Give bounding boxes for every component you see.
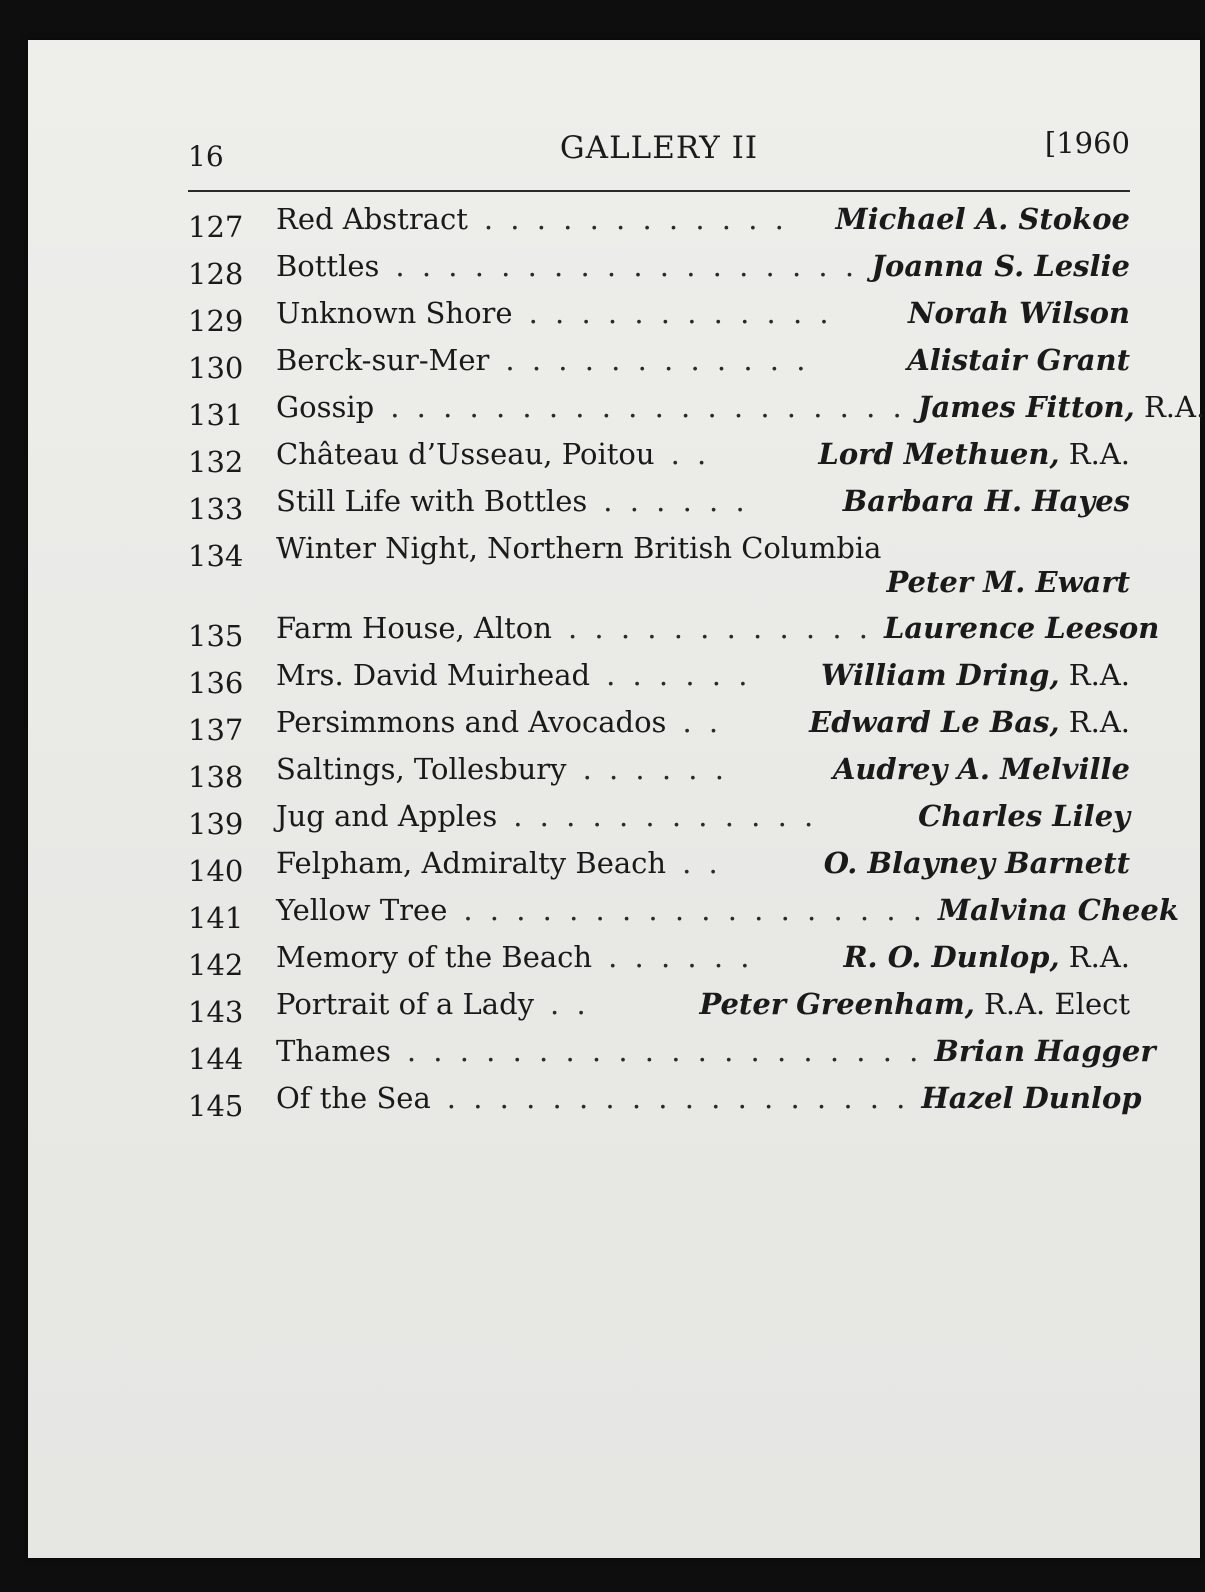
artist-suffix: R.A. (1059, 437, 1130, 471)
entry-artist: James Fitton, R.A. (917, 390, 1205, 424)
list-item (188, 842, 1130, 889)
list-item (188, 386, 1205, 433)
entry-artist: Laurence Leeson (883, 611, 1160, 645)
entry-title: Of the Sea (276, 1081, 431, 1115)
entry-number: 141 (188, 901, 244, 935)
dot-leader: . . . . . . . . . . . . . . . . . . . . (390, 390, 906, 424)
entry-title: Felpham, Admiralty Beach (276, 846, 667, 880)
list-item (188, 795, 1130, 842)
dot-leader: . . . . . . . . . . . . . . . . . . (463, 893, 927, 927)
catalogue-year: [1960 (1044, 126, 1130, 160)
dot-leader: . . . . . . . . . . . . . . . . . . . . (406, 1034, 923, 1068)
dot-leader: . . (550, 987, 590, 1021)
entry-number: 133 (188, 492, 244, 526)
list-item (188, 198, 1130, 245)
dot-leader: . . . . . . . . . . . . (513, 799, 818, 833)
entry-number: 135 (188, 619, 244, 653)
entry-title: Thames (276, 1034, 391, 1068)
entry-title: Unknown Shore (276, 296, 513, 330)
entry-number: 132 (188, 445, 244, 479)
entry-title: Bottles (276, 249, 380, 283)
entry-number: 136 (188, 666, 244, 700)
artist-suffix: R.A. (1059, 658, 1130, 692)
page-title: GALLERY II (559, 130, 759, 166)
entry-artist: Peter M. Ewart (886, 565, 1130, 599)
entry-number: 129 (188, 304, 244, 338)
entry-title: Saltings, Tollesbury (276, 752, 567, 786)
entry-title: Still Life with Bottles (276, 484, 588, 518)
list-item (188, 433, 1130, 480)
entry-list (188, 198, 1205, 1124)
entry-artist: Alistair Grant (907, 343, 1130, 377)
list-item (188, 936, 1130, 983)
entry-number: 144 (188, 1042, 244, 1076)
entry-artist: Norah Wilson (908, 296, 1130, 330)
entry-number: 128 (188, 257, 244, 291)
list-item (188, 654, 1130, 701)
entry-artist: Hazel Dunlop (921, 1081, 1142, 1115)
entry-artist: Malvina Cheek (938, 893, 1179, 927)
entry-title: Memory of the Beach (276, 940, 593, 974)
artist-suffix: R.A. (1134, 390, 1205, 424)
list-item (188, 339, 1130, 386)
entry-artist: Charles Liley (918, 799, 1130, 833)
entry-title: Jug and Apples (276, 799, 498, 833)
dot-leader: . . . . . . . . . . . . (528, 296, 833, 330)
entry-number: 131 (188, 398, 244, 432)
list-item (188, 983, 1130, 1030)
list-item (188, 1030, 1156, 1077)
dot-leader: . . . . . . (608, 940, 754, 974)
entry-title: Gossip (276, 390, 375, 424)
list-item (188, 607, 1160, 654)
entry-artist: R. O. Dunlop, R.A. (843, 940, 1130, 974)
entry-title: Château d’Usseau, Poitou (276, 437, 655, 471)
entry-artist: Michael A. Stokoe (835, 202, 1130, 236)
header-rule (188, 190, 1130, 192)
entry-title: Mrs. David Muirhead (276, 658, 591, 692)
dot-leader: . . . . . . . . . . . . . . . . . . (395, 249, 859, 283)
artist-suffix: R.A. (1059, 940, 1130, 974)
entry-artist: Edward Le Bas, R.A. (809, 705, 1130, 739)
entry-number: 138 (188, 760, 244, 794)
dot-leader: . . . . . . (603, 484, 749, 518)
entry-number: 143 (188, 995, 244, 1029)
artist-suffix: R.A. Elect (974, 987, 1130, 1021)
dot-leader: . . . . . . (606, 658, 752, 692)
dot-leader: . . (670, 437, 711, 471)
entry-title: Farm House, Alton (276, 611, 552, 645)
page-number: 16 (188, 140, 224, 173)
entry-artist: Joanna S. Leslie (871, 249, 1130, 283)
list-item (188, 889, 1179, 936)
entry-title: Red Abstract (276, 202, 468, 236)
entry-title: Winter Night, Northern British Columbia (276, 531, 882, 565)
dot-leader: . . . . . . . . . . . . (505, 343, 810, 377)
entry-artist: Brian Hagger (934, 1034, 1156, 1068)
list-item (188, 1077, 1142, 1124)
entry-number: 137 (188, 713, 244, 747)
page-header (188, 124, 1130, 184)
entry-artist: O. Blayney Barnett (823, 846, 1130, 880)
entry-artist: Audrey A. Melville (832, 752, 1130, 786)
entry-artist: William Dring, R.A. (820, 658, 1130, 692)
entry-title: Persimmons and Avocados (276, 705, 667, 739)
list-item (188, 527, 1130, 607)
entry-title: Berck-sur-Mer (276, 343, 490, 377)
list-item (188, 701, 1130, 748)
entry-number: 139 (188, 807, 244, 841)
entry-number: 140 (188, 854, 244, 888)
dot-leader: . . . . . . . . . . . . . . . . . . (446, 1081, 910, 1115)
list-item (188, 480, 1130, 527)
list-item (188, 748, 1130, 795)
list-item (188, 292, 1130, 339)
dot-leader: . . . . . . . . . . . . (567, 611, 872, 645)
artist-suffix: R.A. (1059, 705, 1130, 739)
entry-number: 127 (188, 210, 244, 244)
entry-artist: Peter Greenham, R.A. Elect (699, 987, 1130, 1021)
dot-leader: . . . . . . (582, 752, 728, 786)
entry-number: 145 (188, 1089, 244, 1123)
entry-artist: Barbara H. Hayes (842, 484, 1130, 518)
dot-leader: . . (682, 705, 723, 739)
entry-title: Portrait of a Lady (276, 987, 535, 1021)
entry-number: 134 (188, 539, 244, 573)
list-item (188, 245, 1130, 292)
entry-artist: Lord Methuen, R.A. (818, 437, 1130, 471)
entry-number: 142 (188, 948, 244, 982)
entry-title: Yellow Tree (276, 893, 448, 927)
dot-leader: . . . . . . . . . . . . (483, 202, 788, 236)
dot-leader: . . (682, 846, 722, 880)
entry-number: 130 (188, 351, 244, 385)
